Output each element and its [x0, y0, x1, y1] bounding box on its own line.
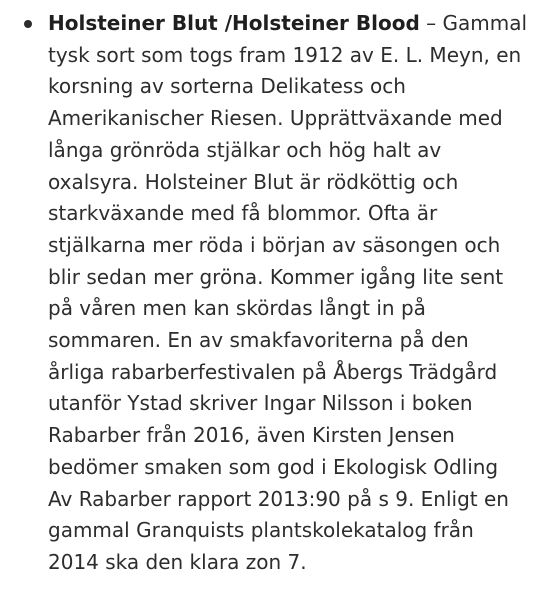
entry-text-line: 2014 ska den klara zon 7.	[48, 549, 307, 574]
bullet-icon	[24, 20, 32, 28]
entry-first-line-text: – Gammal	[419, 11, 528, 35]
variety-title: Holsteiner Blut /Holsteiner Blood	[48, 11, 420, 35]
entry-text-line: oxalsyra. Holsteiner Blut är rödköttig och	[48, 169, 459, 194]
entry-text-line: långa grönröda stjälkar och hög halt av	[48, 137, 442, 162]
entry-text-line: på våren men kan skördas långt in på	[48, 296, 426, 321]
entry-first-line	[48, 8, 529, 40]
entry-text-line: korsning av sorterna Delikatess och	[48, 74, 406, 99]
entry-text-line: årliga rabarberfestivalen på Åbergs Trädgård	[48, 359, 498, 384]
variety-list	[26, 8, 529, 579]
entry-text-line: starkväxande med få blommor. Ofta är	[48, 201, 438, 226]
entry-text-line: Rabarber från 2016, även Kirsten Jensen	[48, 423, 455, 448]
list-item	[26, 8, 529, 579]
entry-text-line: Av Rabarber rapport 2013:90 på s 9. Enligt en	[48, 486, 509, 511]
entry-text-line: utanför Ystad skriver Ingar Nilsson i boken	[48, 391, 473, 416]
entry-text-line: tysk sort som togs fram 1912 av E. L. Meyn, en	[48, 42, 522, 67]
entry-text-line: gammal Granquists plantskolekatalog från	[48, 518, 474, 543]
entry-text-line: Amerikanischer Riesen. Upprättväxande med	[48, 106, 503, 131]
entry-text-line: blir sedan mer gröna. Kommer igång lite sent	[48, 264, 504, 289]
entry-text-line: sommaren. En av smakfavoriterna på den	[48, 328, 469, 353]
entry-text-line: stjälkarna mer röda i början av säsongen och	[48, 232, 501, 257]
entry-text-line: bedömer smaken som god i Ekologisk Odling	[48, 454, 499, 479]
